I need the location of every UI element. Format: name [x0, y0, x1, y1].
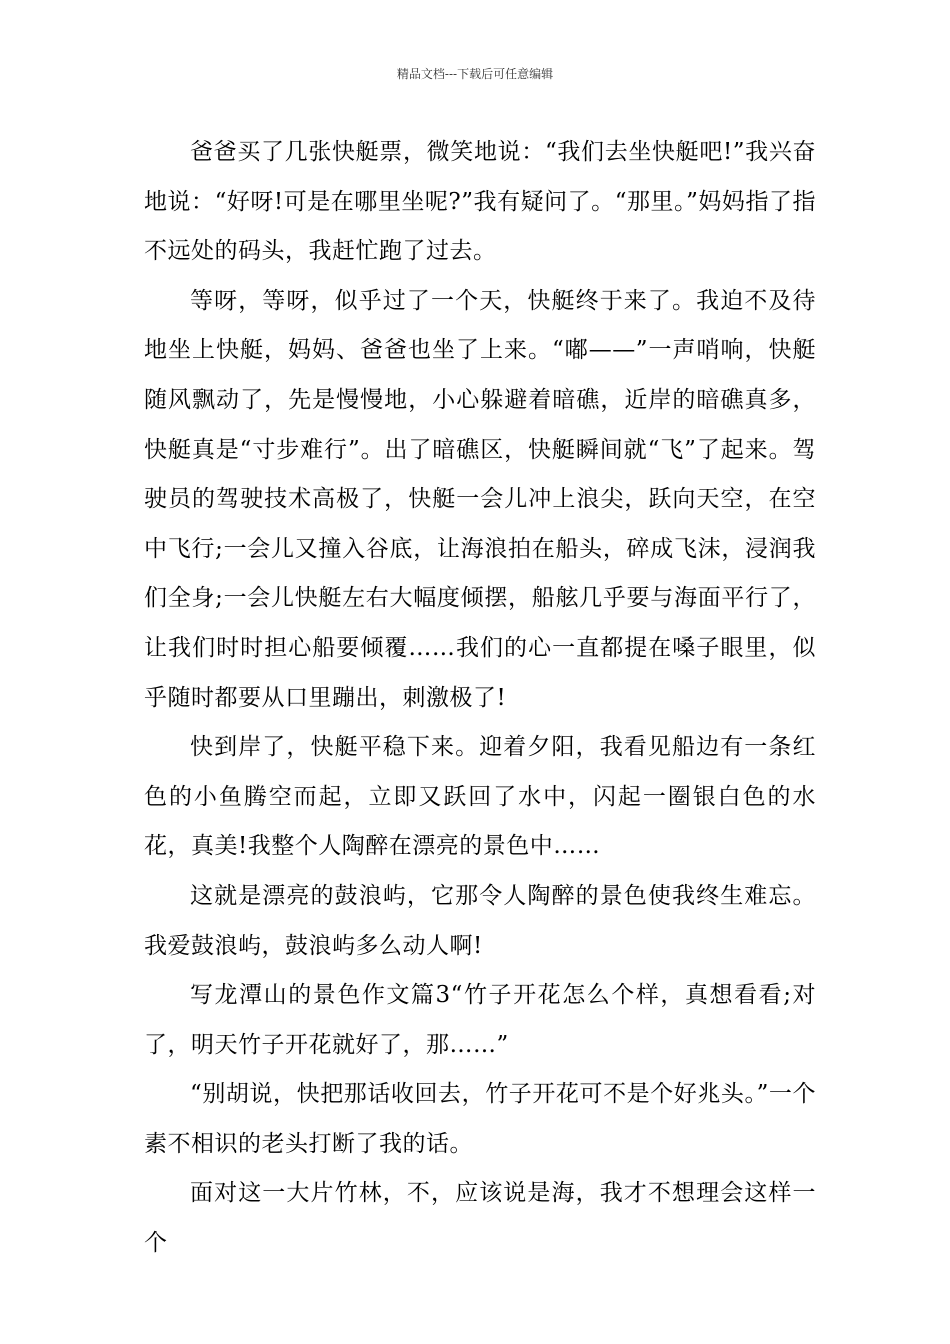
paragraph-7: 面对这一大片竹林，不，应该说是海，我才不想理会这样一个 [144, 1180, 816, 1257]
page-header: 精品文档---下载后可任意编辑 [396, 67, 554, 81]
paragraph-4: 这就是漂亮的鼓浪屿，它那令人陶醉的景色使我终生难忘。我爱鼓浪屿，鼓浪屿多么动人啊! [144, 882, 816, 959]
paragraph-5: 写龙潭山的景色作文篇3“竹子开花怎么个样，真想看看;对了，明天竹子开花就好了，那……” [144, 982, 816, 1058]
paragraph-6: “别胡说，快把那话收回去，竹子开花可不是个好兆头。”一个素不相识的老头打断了我的话。 [144, 1081, 816, 1157]
paragraph-2: 等呀，等呀，似乎过了一个天，快艇终于来了。我迫不及待地坐上快艇，妈妈、爸爸也坐了上来。“嘟——”一声哨响，快艇随风飘动了，先是慢慢地，小心躲避着暗礁，近岸的暗礁真多，快艇真是“寸步难行”。出了暗礁区，快艇瞬间就“飞”了起来。驾驶员的驾驶技术高极了，快艇一会儿冲上浪尖，跃向天空，在空中飞行;一会儿又撞入谷底，让海浪拍在船头，碎成飞沫，浸润我们全身;一会儿快艇左右大幅度倾摆，船舷几乎要与海面平行了，让我们时时担心船要倾覆……我们的心一直都提在嗓子眼里，似乎随时都要从口里蹦出，刺激极了! [144, 287, 816, 711]
paragraph-3: 快到岸了，快艇平稳下来。迎着夕阳，我看见船边有一条红色的小鱼腾空而起，立即又跃回了水中，闪起一圈银白色的水花，真美!我整个人陶醉在漂亮的景色中…… [144, 734, 816, 860]
paragraph-1: 爸爸买了几张快艇票，微笑地说：“我们去坐快艇吧!”我兴奋地说：“好呀!可是在哪里坐呢?”我有疑问了。“那里。”妈妈指了指不远处的码头，我赶忙跑了过去。 [144, 139, 816, 265]
document-body [144, 128, 816, 1269]
